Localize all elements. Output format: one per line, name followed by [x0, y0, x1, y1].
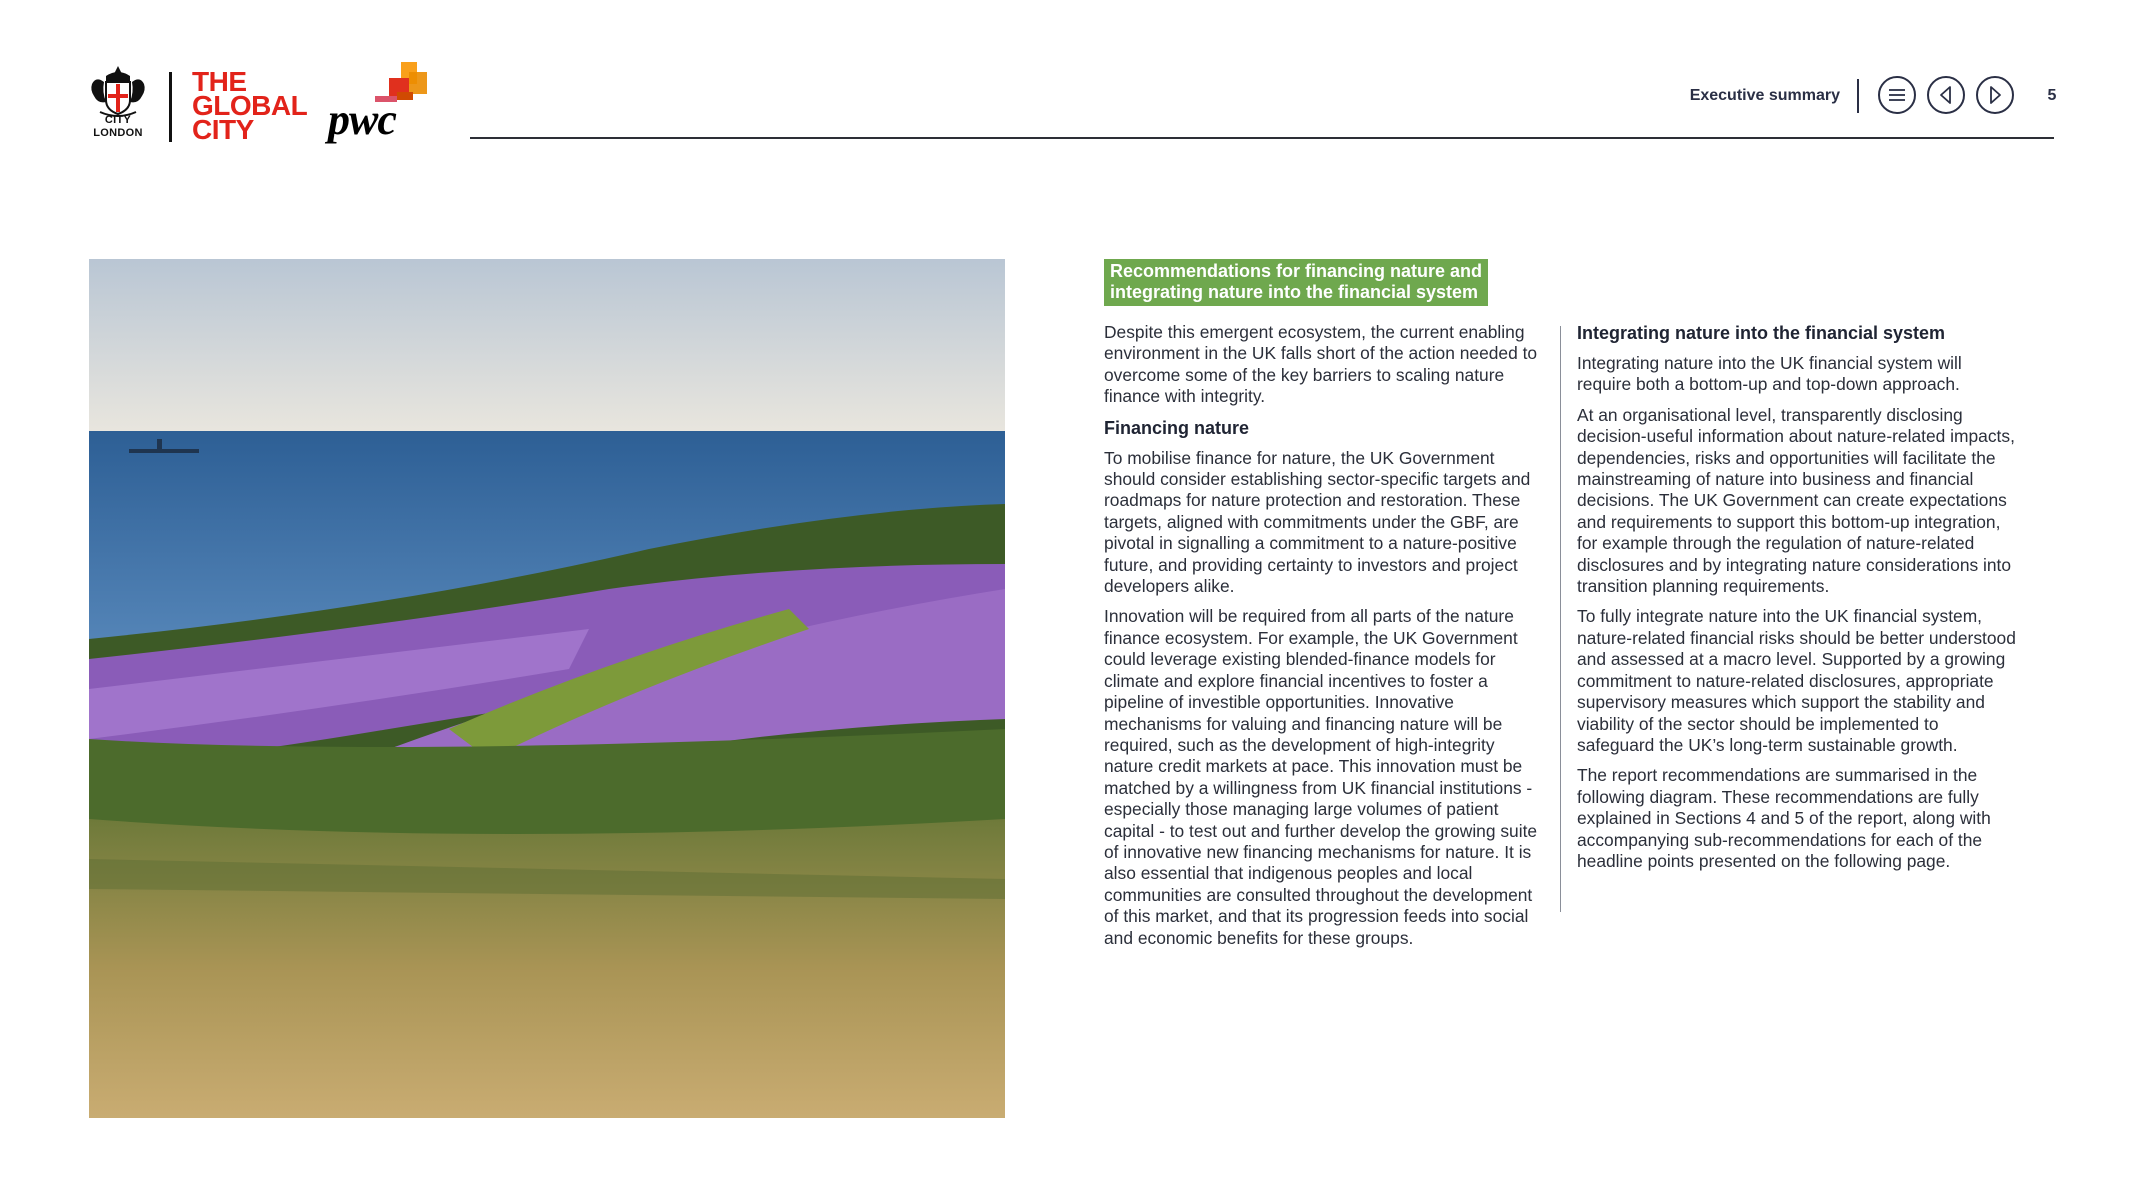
left-text-column	[1104, 322, 1547, 958]
integrating-paragraph-4: The report recommendations are summarised in the following diagram. These recommendations are fully explained in Sections 4 and 5 of the report, along with accompanying sub-recommendations for each of the headline points presented on the following page.	[1577, 765, 1991, 871]
chevron-left-icon	[1929, 78, 1963, 112]
nav-divider	[1857, 79, 1859, 113]
integrating-nature-heading: Integrating nature into the financial system	[1577, 323, 1946, 343]
previous-page-button[interactable]	[1927, 76, 1965, 114]
pwc-wordmark: pwc	[328, 95, 396, 144]
next-page-button[interactable]	[1976, 76, 2014, 114]
financing-nature-paragraph-1: To mobilise finance for nature, the UK Government should consider establishing sector-specific targets and roadmaps for nature protection and restoration. These targets, aligned with commitments under the GBF, are pivotal in signalling a commitment to a nature-positive future, and providing certainty to investors and project developers alike.	[1104, 447, 1531, 597]
integrating-paragraph-2: At an organisational level, transparently disclosing decision-useful information about nature-related impacts, dependencies, risks and opportunities will facilitate the mainstreaming of nature into business and financial decisions. The UK Government can create expectations and requirements to support this bottom-up integration, for example through the regulation of nature-related disclosures and by integrating nature considerations into transition planning requirements.	[1577, 404, 2015, 597]
section-label[interactable]: Executive summary	[1689, 87, 1840, 104]
column-divider	[1560, 326, 1561, 912]
intro-paragraph: Despite this emergent ecosystem, the current enabling environment in the UK falls short of the action needed to overcome some of the key barriers to scaling nature finance with integrity.	[1104, 322, 1538, 407]
coastal-landscape-photo	[89, 259, 1005, 1118]
header-rule	[470, 137, 2054, 139]
page-number: 5	[2047, 87, 2057, 104]
integrating-paragraph-1: Integrating nature into the UK financial system will require both a bottom-up and top-down approach.	[1577, 353, 1962, 395]
menu-button[interactable]	[1878, 76, 1916, 114]
integrating-paragraph-3: To fully integrate nature into the UK financial system, nature-related financial risks should be better understood and assessed at a macro level. Supported by a growing commitment to nature-related disclosures, appropriate supervisory measures which support the stability and viability of the sector should be implemented to safeguard the UK’s long-term sustainable growth.	[1577, 606, 2016, 755]
financing-nature-paragraph-2: Innovation will be required from all parts of the nature finance ecosystem. For example, the UK Government could leverage existing blended-finance models for climate and explore financial incentives to foster a pipeline of investible opportunities. Innovative mechanisms for valuing and financing nature will be required, such as the development of high-integrity nature credit markets at pace. This innovation must be matched by a willingness from UK financial institutions - especially those managing large volumes of patient capital - to test out and further develop the growing suite of innovative new financing mechanisms for nature. It is also essential that indigenous peoples and local communities are consulted throughout the development of this market, and that its progression feeds into social and economic benefits for these groups.	[1104, 606, 1538, 948]
right-text-column	[1577, 322, 2017, 881]
menu-icon	[1880, 78, 1914, 112]
logo-divider	[169, 72, 172, 142]
section-tag: Recommendations for financing nature and integrating nature into the financial system	[1104, 259, 1488, 306]
crest-caption: CITY LONDON	[93, 114, 143, 139]
financing-nature-heading: Financing nature	[1104, 417, 1250, 438]
chevron-right-icon	[1978, 78, 2012, 112]
the-global-city-logo: THE GLOBAL CITY	[192, 66, 308, 145]
